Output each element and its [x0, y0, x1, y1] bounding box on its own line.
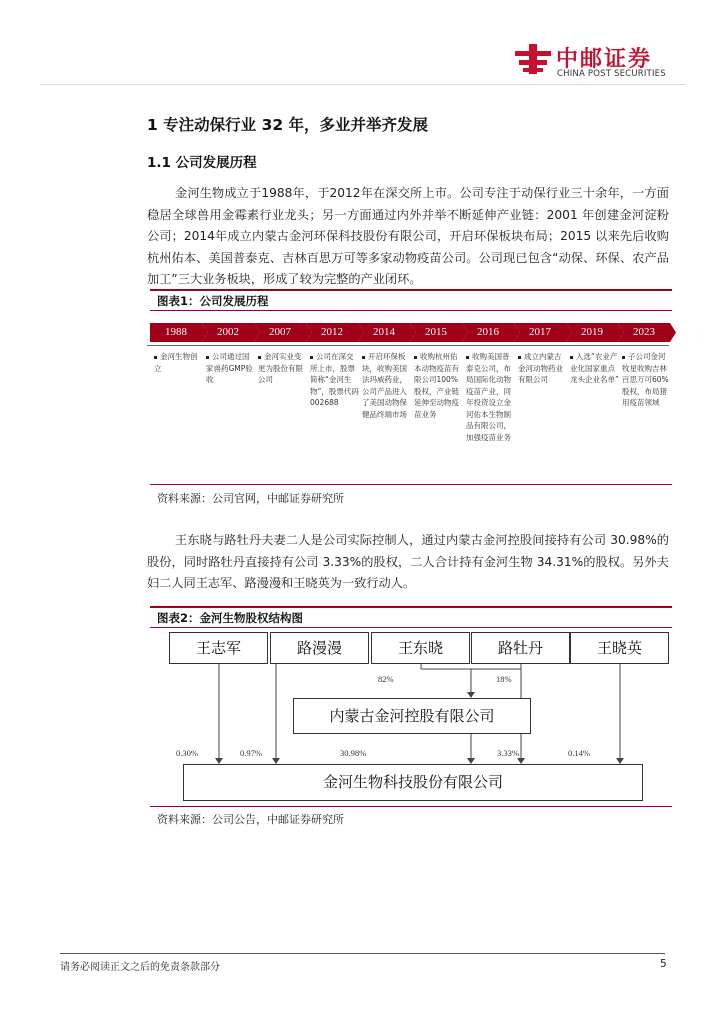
timeline-year-2019: [566, 323, 624, 342]
timeline-event: [414, 351, 464, 420]
shareholder-box-lumanman: 路漫漫: [270, 632, 369, 664]
timeline-year-2017: [514, 323, 572, 342]
figure1-source: 资料来源：公司官网，中邮证券研究所: [157, 492, 344, 505]
page-number: 5: [660, 958, 667, 970]
timeline-year-2002: [202, 323, 260, 342]
timeline-axis: [147, 345, 669, 346]
timeline-event-text: 开启环保板块，收购美国法玛威药业，公司产品进入了美国动物保健品终端市场: [362, 352, 407, 419]
bullet-icon: [310, 356, 313, 359]
company-box: 金河生物科技股份有限公司: [183, 764, 643, 801]
timeline-event-text: 金河实业变更为股份有限公司: [258, 352, 303, 384]
holding-company-box: 内蒙古金河控股有限公司: [293, 698, 531, 734]
timeline-event: [310, 351, 360, 409]
timeline-year-2014: [358, 323, 416, 342]
timeline-year-label: 2007: [269, 326, 291, 338]
bullet-icon: [154, 356, 157, 359]
figure2-bottom-rule: [150, 806, 672, 807]
timeline-event: [258, 351, 308, 386]
ownership-paragraph: 王东晓与路牡丹夫妻二人是公司实际控制人，通过内蒙古金河控股间接持有公司 30.98%的股份，同时路牡丹直接持有公司 3.33%的股权，二人合计持有金河生物 34.31%的股权。另外夫妇二人同王志军、路漫漫和王晓英为一致行动人。: [147, 533, 669, 590]
shareholder-box-wangzhijun: 王志军: [169, 632, 268, 664]
timeline-event: [570, 351, 620, 386]
timeline-year-2015: [410, 323, 468, 342]
timeline-event-text: 金河生物创立: [154, 352, 198, 373]
footer-disclaimer: 请务必阅读正文之后的免责条款部分: [60, 962, 220, 973]
pct-holding-company: 30.98%: [340, 748, 367, 758]
timeline-event-text: 成立内蒙古金河动物药业有限公司: [518, 352, 563, 384]
pct-wangxiaoying: 0.14%: [568, 748, 590, 758]
timeline-year-label: 2019: [581, 326, 603, 338]
timeline-event: [466, 351, 516, 443]
bullet-icon: [518, 356, 521, 359]
bullet-icon: [466, 356, 469, 359]
logo-chinese: 中邮证券: [556, 47, 653, 72]
subsection-heading: 1.1 公司发展历程: [147, 155, 257, 171]
timeline-event-text: 子公司金河牧星收购吉林百思万可60%股权，布局猪用疫苗领域: [622, 352, 669, 407]
shareholder-box-lumudan: 路牡丹: [471, 632, 570, 664]
bullet-icon: [362, 356, 365, 359]
logo-english: CHINA POST SECURITIES: [557, 69, 666, 79]
timeline-year-2012: [306, 323, 364, 342]
timeline-event: [622, 351, 672, 409]
timeline-year-label: 2014: [373, 326, 395, 338]
bullet-icon: [206, 356, 209, 359]
timeline-year-2016: [462, 323, 520, 342]
header-divider: [40, 84, 685, 85]
timeline-year-label: 2002: [217, 326, 239, 338]
figure2-source: 资料来源：公司公告，中邮证券研究所: [157, 813, 344, 826]
shareholder-box-wangdongxiao: 王东晓: [371, 632, 470, 664]
bullet-icon: [622, 356, 625, 359]
pct-wangzhijun: 0.30%: [176, 748, 198, 758]
figure1-title-rule: [150, 310, 672, 311]
timeline-event-text: 公司通过国家兽药GMP验收: [206, 352, 253, 384]
timeline-event: [206, 351, 256, 386]
intro-paragraph: 金河生物成立于1988年，于2012年在深交所上市。公司专注于动保行业三十余年，一方面稳居全球兽用金霉素行业龙头；另一方面通过内外并举不断延伸产业链：2001 年创建金河淀粉公司；2014年成立内蒙古金河环保科技股份有限公司，开启环保板块布局；2015 以来先后收购杭州佑本、美国普泰克、吉林百思万可等多家动物疫苗公司。公司现已包含“动保、环保、农产品加工”三大业务板块，形成了较为完整的产业闭环。: [147, 186, 669, 286]
timeline-event-text: 入选“农业产业化国家重点龙头企业名单”: [570, 352, 619, 384]
bullet-icon: [570, 356, 573, 359]
figure1-title: 图表1：公司发展历程: [157, 294, 269, 308]
pct-lumudan: 3.33%: [497, 748, 519, 758]
pct-lumanman: 0.97%: [240, 748, 262, 758]
timeline-year-label: 2015: [425, 326, 447, 338]
timeline-year-label: 2012: [321, 326, 343, 338]
bullet-icon: [258, 356, 261, 359]
timeline-year-1988: [150, 323, 208, 342]
pct-wdx-holding: 82%: [378, 674, 394, 684]
logo-icon: [515, 44, 551, 74]
section-heading: 1 专注动保行业 32 年，多业并举齐发展: [147, 116, 429, 134]
timeline-year-label: 2016: [477, 326, 499, 338]
timeline-year-2023: [618, 323, 676, 342]
shareholder-box-wangxiaoying: 王晓英: [570, 632, 669, 664]
bullet-icon: [414, 356, 417, 359]
timeline-year-label: 2017: [529, 326, 551, 338]
timeline-event: [518, 351, 568, 386]
timeline-event-text: 收购美国普泰克公司，布局国际化动物疫苗产业，同年投资设立金河佑本生物制品有限公司，加强疫苗业务: [466, 352, 511, 442]
timeline-event: [362, 351, 412, 420]
timeline-event-text: 收购杭州佑本动物疫苗有限公司100%股权，产业链延伸至动物疫苗业务: [414, 352, 459, 419]
timeline-year-label: 2023: [633, 326, 655, 338]
timeline-event-text: 公司在深交所上市，股票简称“金河生物”，股票代码002688: [310, 352, 359, 407]
timeline-year-label: 1988: [165, 326, 187, 338]
pct-lmd-holding: 18%: [496, 674, 512, 684]
timeline-year-2007: [254, 323, 312, 342]
figure2-title: 图表2：金河生物股权结构图: [157, 611, 304, 625]
footer-divider: [60, 953, 665, 954]
figure1-bottom-rule: [150, 484, 672, 485]
timeline-event: [154, 351, 204, 374]
